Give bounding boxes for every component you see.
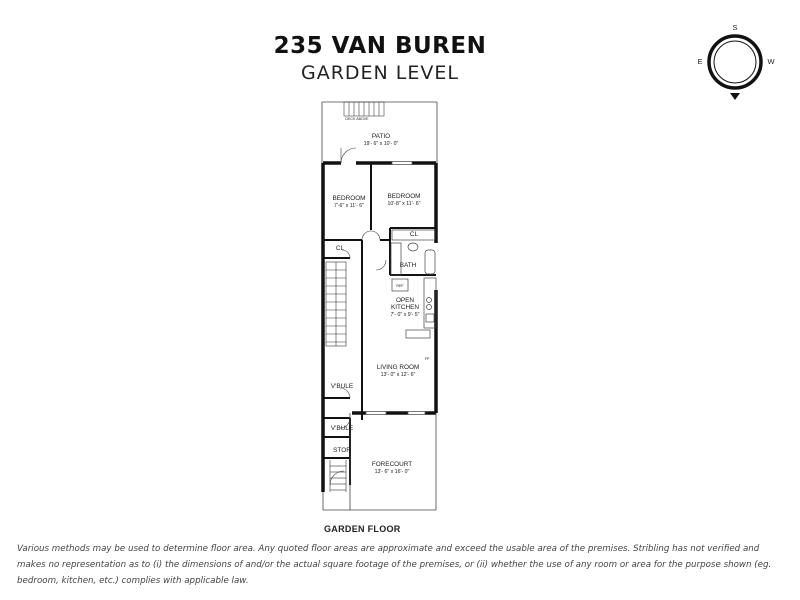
kitchen-label-2: KITCHEN xyxy=(390,304,420,311)
compass-west-label: W xyxy=(767,57,775,66)
deck-label: DECK ABOVE xyxy=(345,117,369,121)
bedroom-2-dims: 10'-8" x 11'- 6" xyxy=(387,201,421,207)
compass xyxy=(697,23,775,100)
compass-inner-ring xyxy=(714,41,756,83)
disclaimer-text: Various methods may be used to determine floor area. Any quoted floor areas are approximate and exceed the usable area of the premises. Stribling has not verified and makes no representation as to (i) the dimensions of and/or the actual square footage of the premises, or (ii) whether the use of any room or area for the purpose shown (eg. bedroom, kitchen, etc.) complies with applicable law. xyxy=(17,544,772,586)
interior-stairs xyxy=(326,262,346,346)
forecourt-dims: 13'- 6" x 16'- 0" xyxy=(374,469,410,475)
storage-label: STOR xyxy=(333,447,351,454)
forecourt-label: FORECOURT xyxy=(371,461,413,468)
interior-walls xyxy=(323,163,436,485)
compass-pointer-icon xyxy=(730,93,740,100)
patio-label: PATIO xyxy=(371,133,391,140)
forecourt-stairs xyxy=(330,460,346,492)
bath-label: BATH xyxy=(399,262,417,269)
kitchen-label-1: OPEN xyxy=(395,297,415,304)
patio-dims: 19'- 6" x 10'- 0" xyxy=(363,141,399,147)
compass-east-label: E xyxy=(697,57,703,66)
vestibule-1-label: V'BULE xyxy=(330,383,354,390)
page-subtitle: GARDEN LEVEL xyxy=(301,62,459,84)
kitchen-dims: 7'- 0" x 9'- 5" xyxy=(390,312,420,318)
deck-stairs xyxy=(344,102,384,116)
closet-2-label: CL xyxy=(409,231,419,238)
ref-label: REF xyxy=(396,284,404,288)
compass-ring xyxy=(709,36,761,88)
living-room-dims: 13'- 0" x 12'- 6" xyxy=(380,372,416,378)
fireplace-label: FP xyxy=(424,357,430,361)
bedroom-2-label: BEDROOM xyxy=(387,193,421,200)
page-title: 235 VAN BUREN xyxy=(273,33,487,59)
compass-north-label: S xyxy=(732,23,738,32)
vestibule-2-label: V'BULE xyxy=(330,425,354,432)
exterior-walls xyxy=(323,163,436,492)
bedroom-1-dims: 7'-6" x 11'- 6" xyxy=(333,203,365,209)
floor-label: GARDEN FLOOR xyxy=(324,524,401,534)
closet-1-label: CL xyxy=(335,245,345,252)
bedroom-1-label: BEDROOM xyxy=(332,195,366,202)
living-room-label: LIVING ROOM xyxy=(376,364,420,371)
